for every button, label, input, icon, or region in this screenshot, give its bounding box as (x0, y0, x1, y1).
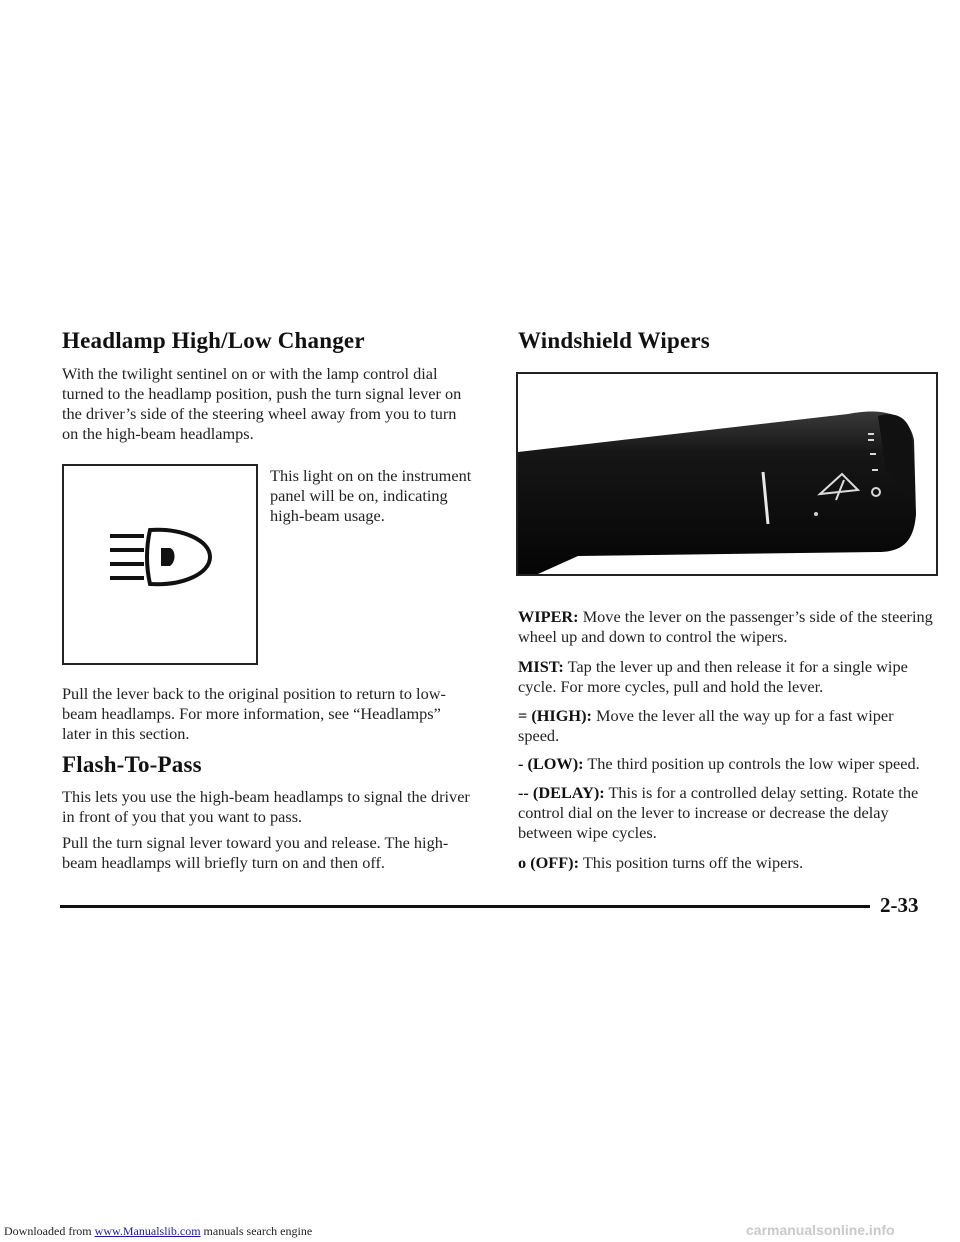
wiper-lever-figure (516, 372, 938, 576)
low-item (518, 754, 936, 774)
flash-to-pass-paragraph-2: Pull the turn signal lever toward you and release. The high-beam headlamps will briefly turn on and then off. (62, 833, 449, 872)
headlamp-changer-title: Headlamp High/Low Changer (62, 328, 365, 353)
headlamp-return-paragraph: Pull the lever back to the original position to return to low-beam headlamps. For more information, see “Headlamps” later in this section. (62, 684, 446, 743)
delay-item-text: This is for a controlled delay setting. Rotate the control dial on the lever to increase or decrease the delay between wipe cycles. (518, 783, 919, 842)
high-beam-indicator-icon (64, 466, 256, 663)
high-item-text: Move the lever all the way up for a fast wiper speed. (518, 706, 894, 745)
wiper-item (518, 607, 936, 647)
high-item-label: = (HIGH): (518, 706, 592, 725)
page-number: 2-33 (880, 893, 919, 917)
low-item-text: The third position up controls the low wiper speed. (587, 754, 920, 773)
mist-item-label: MIST: (518, 657, 564, 676)
delay-item-label: -- (DELAY): (518, 783, 605, 802)
low-item-label: - (LOW): (518, 754, 584, 773)
wiper-settings-list (518, 607, 936, 873)
high-beam-indicator-text: This light on on the instrument panel will be on, indicating high-beam usage. (270, 466, 472, 525)
footer-prefix: Downloaded from (4, 1224, 95, 1238)
flash-to-pass-title: Flash-To-Pass (62, 752, 202, 777)
off-item-label: o (OFF): (518, 853, 580, 872)
wiper-item-label: WIPER: (518, 607, 579, 626)
high-item (518, 706, 936, 746)
page-footer-rule (60, 905, 870, 908)
high-beam-figure (62, 464, 258, 665)
flash-to-pass-paragraph-1: This lets you use the high-beam headlamps to signal the driver in front of you that you want to pass. (62, 787, 470, 826)
off-item (518, 853, 936, 873)
mist-item (518, 657, 936, 697)
delay-item (518, 783, 936, 843)
windshield-wipers-title: Windshield Wipers (518, 328, 710, 353)
footer-suffix: manuals search engine (200, 1224, 313, 1238)
download-footer (4, 1224, 312, 1239)
watermark-text: carmanualsonline.info (746, 1222, 895, 1238)
mist-item-text: Tap the lever up and then release it for a single wipe cycle. For more cycles, pull and hold the lever. (518, 657, 908, 696)
wiper-item-text: Move the lever on the passenger’s side of the steering wheel up and down to control the wipers. (518, 607, 933, 646)
headlamp-changer-paragraph: With the twilight sentinel on or with the lamp control dial turned to the headlamp position, push the turn signal lever on the driver’s side of the steering wheel away from you to turn on the high-beam headlamps. (62, 364, 462, 443)
wiper-lever-photo (518, 374, 936, 574)
manualslib-link[interactable]: www.Manualslib.com (94, 1224, 201, 1238)
off-item-text: This position turns off the wipers. (582, 853, 804, 872)
